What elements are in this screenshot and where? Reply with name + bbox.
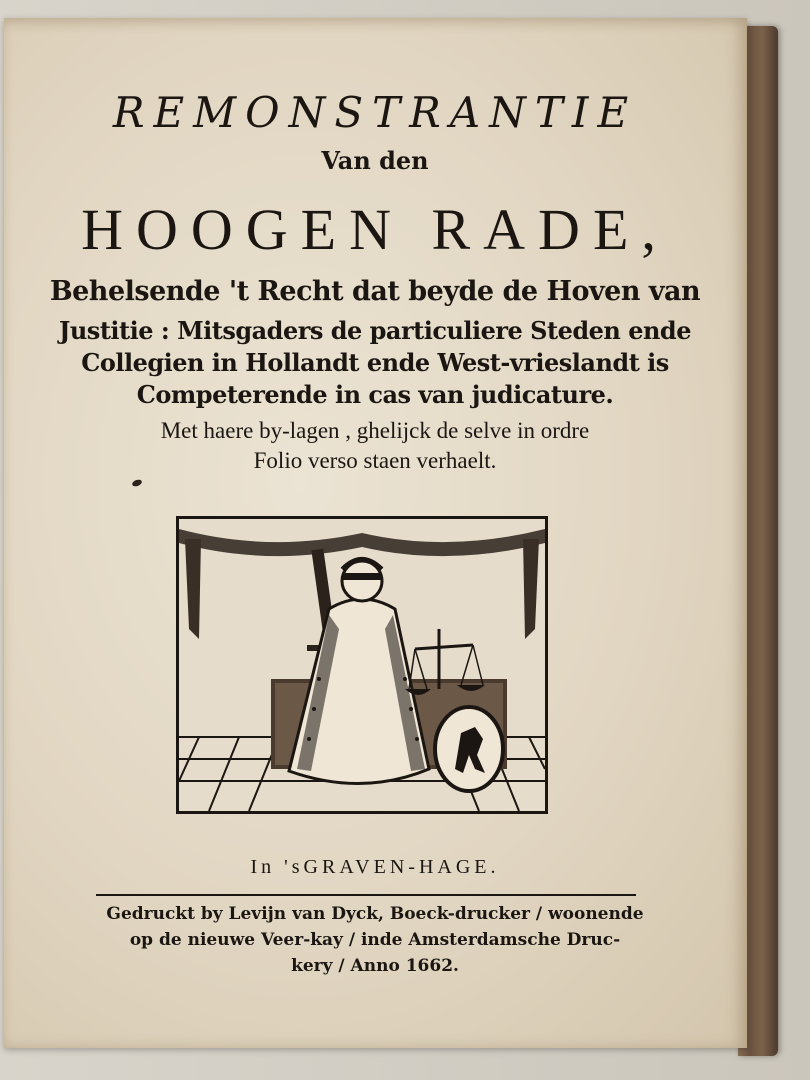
title-line-2: Van den [321, 146, 429, 175]
title-page [4, 18, 747, 1048]
subtitle-line-3: Collegien in Hollandt ende West-vrieslandt is [81, 348, 669, 377]
subtitle-line-4: Competerende in cas van judicature. [136, 380, 614, 409]
ink-mark [131, 478, 142, 487]
place-of-printing: In 'sGRAVEN-HAGE. [250, 856, 500, 878]
justice-woodcut [176, 516, 548, 814]
subtitle-line-1: Behelsende 't Recht dat beyde de Hoven van [49, 276, 701, 307]
note-line-2: Folio verso staen verhaelt. [253, 448, 497, 473]
imprint-line-1: Gedruckt by Levijn van Dyck, Boeck-drucker / woonende [106, 904, 644, 924]
note-line-1: Met haere by-lagen , ghelijck de selve in ordre [160, 418, 590, 443]
justice-figure-illustration [179, 519, 545, 811]
subtitle-line-2: Justitie : Mitsgaders de particuliere Steden ende [59, 316, 691, 345]
divider-rule [96, 894, 636, 896]
title-line-1: REMONSTRANTIE [112, 88, 638, 137]
imprint-line-3: kery / Anno 1662. [291, 956, 459, 976]
title-line-3: HOOGEN RADE, [81, 197, 669, 262]
imprint-line-2: op de nieuwe Veer-kay / inde Amsterdamsche Druc- [129, 930, 621, 950]
